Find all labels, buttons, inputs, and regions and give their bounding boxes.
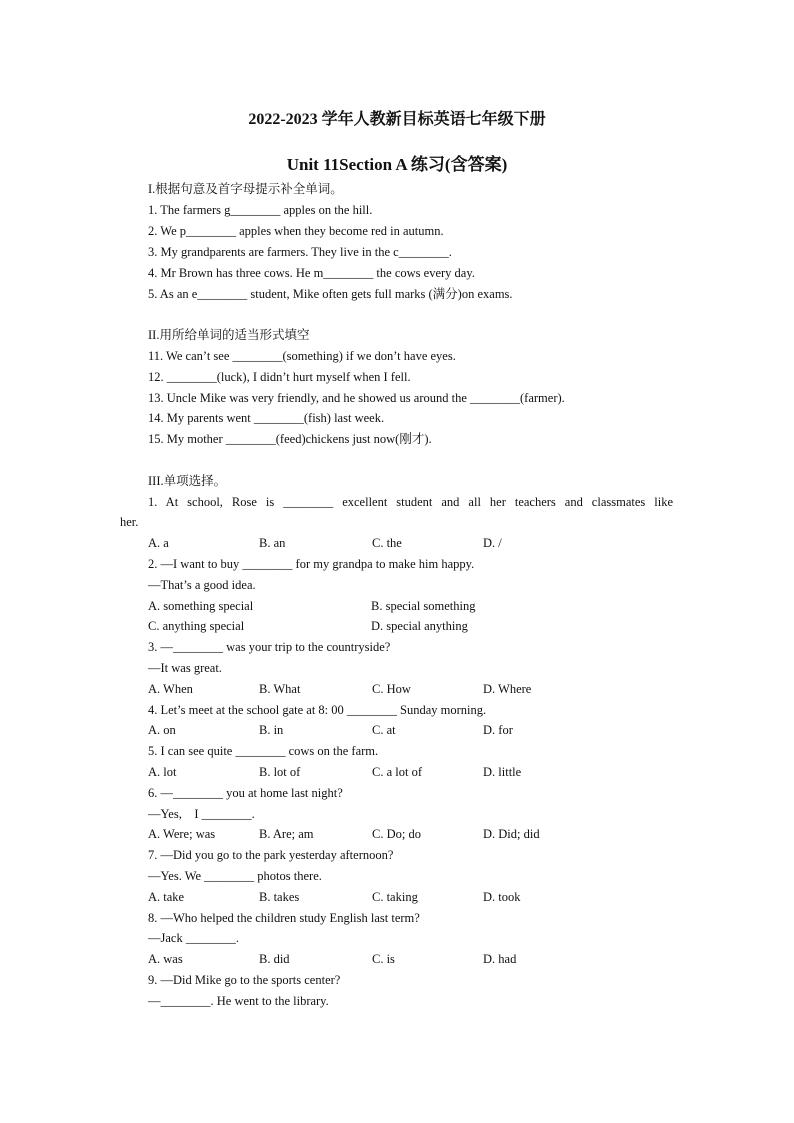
option: D. had	[483, 952, 517, 966]
option: A. something special	[148, 599, 254, 613]
option: A. lot	[148, 765, 177, 779]
option: C. the	[372, 536, 402, 550]
section-heading: I.根据句意及首字母提示补全单词。	[148, 182, 343, 196]
question-line: 11. We can’t see ________(something) if we don’t have eyes.	[148, 349, 456, 363]
question-stem: 9. —Did Mike go to the sports center?	[148, 973, 341, 987]
question-line: 12. ________(luck), I didn’t hurt myself when I fell.	[148, 370, 411, 384]
question-stem-continued: her.	[120, 515, 139, 529]
option: D. little	[483, 765, 522, 779]
option: D. /	[483, 536, 502, 550]
dialogue-reply: —Yes. We ________ photos there.	[148, 869, 322, 883]
dialogue-reply: —That’s a good idea.	[148, 578, 256, 592]
question-stem: 1. At school, Rose is ________ excellent student and all her teachers and classmates like	[148, 495, 673, 509]
option: A. When	[148, 682, 193, 696]
option: D. Did; did	[483, 827, 540, 841]
question-line: 2. We p________ apples when they become red in autumn.	[148, 224, 444, 238]
dialogue-reply: —Yes, I ________.	[148, 807, 255, 821]
option: B. in	[259, 723, 284, 737]
option: A. Were; was	[148, 827, 216, 841]
option: C. How	[372, 682, 411, 696]
option: B. takes	[259, 890, 300, 904]
option: D. took	[483, 890, 521, 904]
option: C. anything special	[148, 619, 245, 633]
section-heading: II.用所给单词的适当形式填空	[148, 328, 310, 342]
option: A. was	[148, 952, 183, 966]
question-stem: 5. I can see quite ________ cows on the farm.	[148, 744, 379, 758]
option: B. lot of	[259, 765, 301, 779]
option: B. What	[259, 682, 301, 696]
option: C. Do; do	[372, 827, 421, 841]
dialogue-reply: —________. He went to the library.	[148, 994, 329, 1008]
option: A. a	[148, 536, 169, 550]
question-line: 4. Mr Brown has three cows. He m________ the cows every day.	[148, 266, 475, 280]
option: D. for	[483, 723, 513, 737]
option: D. special anything	[371, 619, 468, 633]
option: B. Are; am	[259, 827, 314, 841]
dialogue-reply: —Jack ________.	[148, 931, 239, 945]
question-stem: 7. —Did you go to the park yesterday afternoon?	[148, 848, 394, 862]
question-line: 3. My grandparents are farmers. They live in the c________.	[148, 245, 452, 259]
question-line: 14. My parents went ________(fish) last week.	[148, 411, 385, 425]
option: C. taking	[372, 890, 418, 904]
question-stem: 2. —I want to buy ________ for my grandpa to make him happy.	[148, 557, 475, 571]
page-title: 2022-2023 学年人教新目标英语七年级下册	[248, 111, 546, 128]
dialogue-reply: —It was great.	[148, 661, 222, 675]
option: A. on	[148, 723, 176, 737]
option: C. at	[372, 723, 396, 737]
option: C. is	[372, 952, 395, 966]
question-line: 5. As an e________ student, Mike often gets full marks (满分)on exams.	[148, 287, 513, 301]
question-line: 13. Uncle Mike was very friendly, and he showed us around the ________(farmer).	[148, 391, 565, 405]
question-line: 15. My mother ________(feed)chickens just now(刚才).	[148, 432, 432, 446]
question-stem: 4. Let’s meet at the school gate at 8: 00 ________ Sunday morning.	[148, 703, 487, 717]
question-stem: 8. —Who helped the children study English last term?	[148, 911, 420, 925]
question-stem: 6. —________ you at home last night?	[148, 786, 343, 800]
section-heading: III.单项选择。	[148, 474, 227, 488]
option: D. Where	[483, 682, 532, 696]
option: A. take	[148, 890, 185, 904]
option: C. a lot of	[372, 765, 422, 779]
question-stem: 3. —________ was your trip to the countryside?	[148, 640, 391, 654]
question-line: 1. The farmers g________ apples on the hill.	[148, 203, 373, 217]
page-subtitle: Unit 11Section A 练习(含答案)	[286, 155, 508, 174]
option: B. special something	[371, 599, 476, 613]
option: B. did	[259, 952, 290, 966]
option: B. an	[259, 536, 286, 550]
